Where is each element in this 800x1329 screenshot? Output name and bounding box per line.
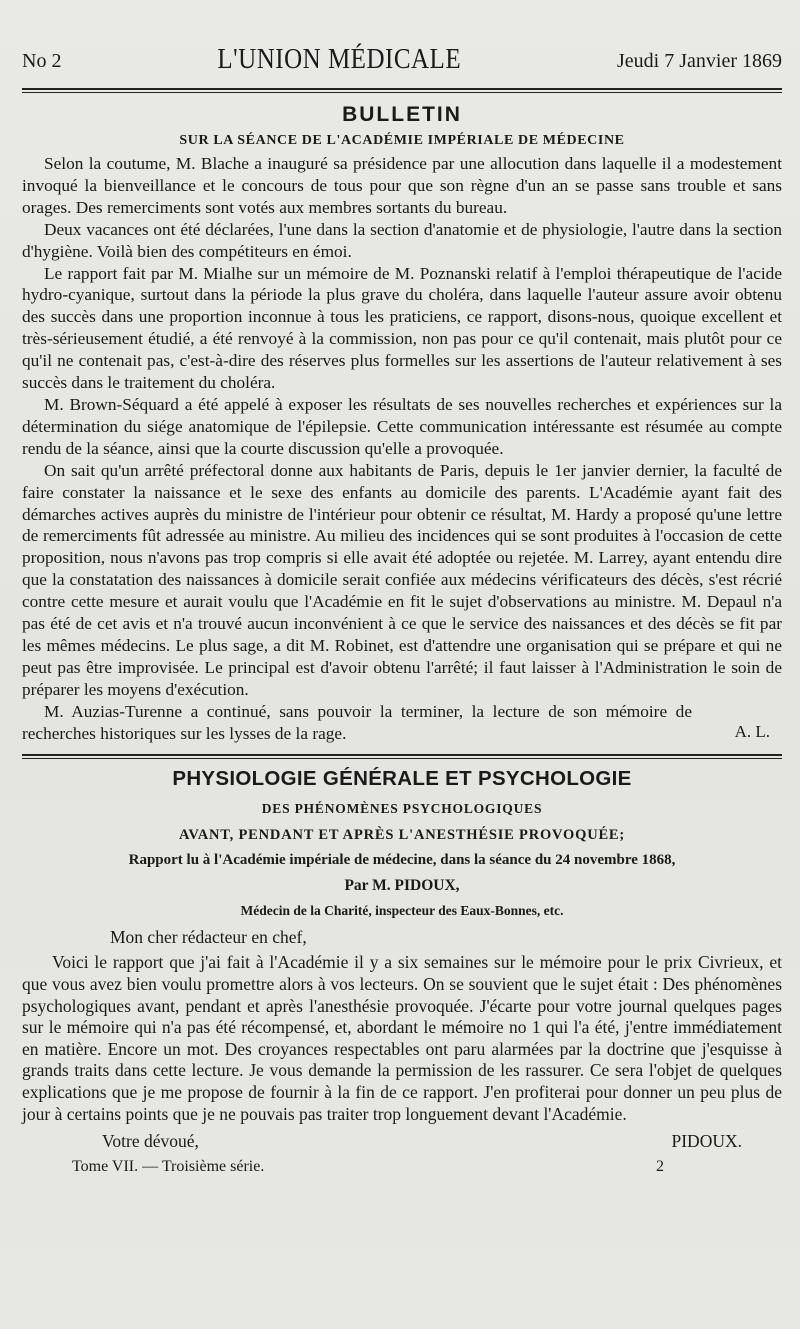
rapport-line: Rapport lu à l'Académie impériale de médecine, dans la séance du 24 novembre 1868, bbox=[128, 852, 676, 869]
bulletin-paragraph: Selon la coutume, M. Blache a inauguré sa présidence par une allocution dans laquelle il a modestement invoqué la bienveillance et le concours de tous pour que son règne d'un an se passe sans trouble et sans orages. Des remerciments sont votés aux membres sortants du bureau. bbox=[22, 154, 782, 217]
bulletin-paragraph: M. Auzias-Turenne a continué, sans pouvoir la terminer, la lecture de son mémoire de recherches historiques sur les lysses de la rage. bbox=[22, 701, 692, 743]
page-footer bbox=[22, 1152, 782, 1176]
closing-phrase: Votre dévoué, bbox=[102, 1131, 199, 1152]
section-rule bbox=[22, 754, 782, 759]
physio-heading-1: DES PHÉNOMÈNES PSYCHOLOGIQUES bbox=[261, 801, 543, 817]
closing bbox=[22, 1131, 782, 1152]
bulletin-title: BULLETIN bbox=[342, 103, 462, 126]
physio-title: PHYSIOLOGIE GÉNÉRALE ET PSYCHOLOGIE bbox=[172, 767, 632, 791]
bulletin-paragraph: On sait qu'un arrêté préfectoral donne aux habitants de Paris, depuis le 1er janvier dernier, la faculté de faire constater la naissance et le sexe des enfants au domicile des parents. L'Académie ayant fait des démarches actives auprès du ministre de l'intérieur pour obtenir ce résultat, M. Hardy a proposé qu'une lettre de remerciments fût adressée au ministre. Au milieu des incidences qui se sont produites à l'occasion de cette proposition, nous n'avons pas trop compris si elle avait été adoptée ou rejetée. M. Larrey, ayant entendu dire que la constatation des naissances à domicile serait confiée aux médecins vérificateurs des décès, s'est récrié contre cette mesure et aurait voulu que l'Académie en fit le sujet d'observations au ministre. M. Depaul n'a pas été de cet avis et n'a trouvé aucun inconvénient à ce que le service des naissances et des décès se fit par les mêmes médecins. Le plus sage, a dit M. Robinet, est d'attendre une organisation qui se prépare et qui ne peut pas être improvisée. Le principal est d'avoir obtenu l'arrêté; il faut laisser à l'Administration le soin de préparer les moyens d'exécution. bbox=[22, 460, 782, 699]
bulletin-paragraph: Le rapport fait par M. Mialhe sur un mémoire de M. Poznanski relatif à l'emploi thérapeutique de l'acide hydro-cyanique, surtout dans la période la plus grave du choléra, dans laquelle l'auteur assure avoir obtenu des succès dans une proportion inconnue à tous les praticiens, ce rapport, disons-nous, quoique excellent et très-sérieusement étudié, a été renvoyé à la commission, non pas pour ce qu'il contenait, mais plutôt pour ce qu'il ne contenait pas, c'est-à-dire des réserves plus formelles sur les assertions de l'auteur relativement à ses succès dans le traitement du choléra. bbox=[22, 263, 782, 393]
bulletin-paragraph: M. Brown-Séquard a été appelé à exposer les résultats de ses nouvelles recherches et expériences sur la détermination du siége anatomique de l'épilepsie. Cette communication intéressante est résumée au compte rendu de la séance, ainsi que la courte discussion qu'elle a provoquée. bbox=[22, 394, 782, 458]
author-title: Médecin de la Charité, inspecteur des Eaux-Bonnes, etc. bbox=[240, 903, 564, 919]
bulletin-paragraph: Deux vacances ont été déclarées, l'une dans la section d'anatomie et de physiologie, l'autre dans la section d'hygiène. Voilà bien des compétiteurs en émoi. bbox=[22, 219, 782, 261]
masthead-rule bbox=[22, 88, 782, 93]
masthead bbox=[22, 0, 782, 82]
author-line: Par M. PIDOUX, bbox=[344, 877, 460, 895]
bulletin-body bbox=[22, 153, 782, 744]
letter-paragraph: Voici le rapport que j'ai fait à l'Académie il y a six semaines sur le mémoire pour le prix Civrieux, et que vous avez bien voulu promettre alors à vos lecteurs. On se souvient que le sujet était : Des phénomènes psychologiques avant, pendant et après l'anesthésie provoquée. J'écarte pour votre journal quelques pages sur le mémoire qui n'a pas été récompensé, et, abordant le mémoire no 1 qui l'a été, j'entre immédiatement en matière. Encore un mot. Des croyances respectables ont paru alarmées par la doctrine que j'esquisse à grands traits dans cette lecture. Je vous demande la permission de les rassurer. Ce sera l'objet de quelques explications que je me propose de fournir à la fin de ce rapport. J'en profiterai pour donner un peu plus de jour à certains points que je ne pouvais pas traiter trop longuement devant l'Académie. bbox=[22, 952, 782, 1124]
letter-body bbox=[22, 952, 782, 1125]
page-number: 2 bbox=[656, 1158, 664, 1176]
issue-date: Jeudi 7 Janvier 1869 bbox=[617, 50, 782, 72]
journal-title: L'UNION MÉDICALE bbox=[217, 43, 462, 75]
physio-heading-2: AVANT, PENDANT ET APRÈS L'ANESTHÉSIE PROVOQUÉE; bbox=[178, 827, 626, 844]
closing-name: PIDOUX. bbox=[671, 1131, 742, 1152]
bulletin-signature: A. L. bbox=[734, 722, 770, 742]
bulletin-subtitle: SUR LA SÉANCE DE L'ACADÉMIE IMPÉRIALE DE MÉDECINE bbox=[179, 133, 625, 148]
tome-label: Tome VII. — Troisième série. bbox=[72, 1158, 265, 1176]
salutation: Mon cher rédacteur en chef, bbox=[110, 927, 307, 948]
issue-number: No 2 bbox=[22, 50, 62, 72]
